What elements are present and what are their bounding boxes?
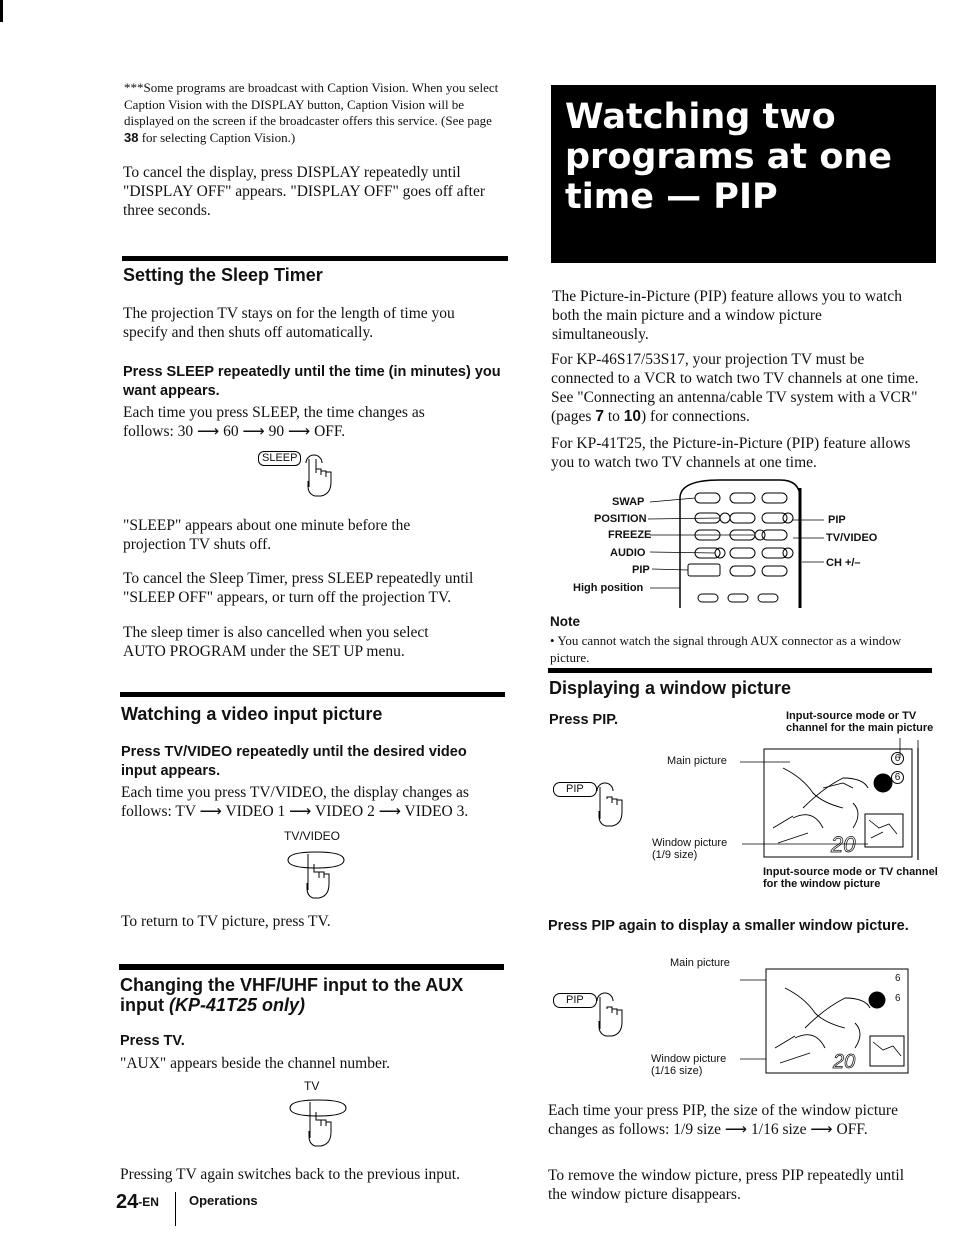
pip-button-label: PIP [553,993,597,1008]
tv-screen-drawing [765,968,910,1076]
pip-button-illustration-1 [553,777,643,837]
tvvideo-button-illustration [280,830,350,900]
section-rule [548,668,932,673]
pip-button-illustration-2 [553,987,643,1047]
channel-number-window: 6 [891,771,904,784]
input-main-label: Input-source mode or TV channel for the main picture [786,710,934,734]
aux-step-desc: "AUX" appears beside the channel number. [120,1055,391,1072]
aux-again: Pressing TV again switches back to the previous input. [120,1166,460,1183]
remote-illustration [570,478,900,610]
remove-text: To remove the window picture, press PIP repeatedly until the window picture disappears. [548,1167,905,1203]
tv-button-illustration [282,1080,352,1150]
channel-number-window-2: 6 [895,993,901,1004]
window-step2: Press PIP again to display a smaller window picture. [548,918,909,934]
window-picture-label-2: Window picture [651,1053,727,1065]
footer-section: Operations [189,1193,258,1208]
tvvideo-button-label: TV/VIDEO [284,829,341,843]
sleep-cancel: To cancel the Sleep Timer, press SLEEP repeatedly until "SLEEP OFF" appears, or turn off the projection TV. [123,570,474,606]
remote-drawing [570,478,900,610]
pip-button-label: PIP [553,782,597,797]
video-step: Press TV/VIDEO repeatedly until the desired video input appears. [121,744,467,779]
aux-heading: Changing the VHF/UHF input to the AUX input (KP-41T25 only) [120,975,464,1015]
window-picture-label-1: Window picture [652,837,728,849]
note-heading: Note [550,614,580,629]
note-text: • You cannot watch the signal through AUX connector as a window picture. [550,633,902,665]
svg-text:20: 20 [833,1051,856,1073]
sleep-button-label: SLEEP [258,451,301,466]
remote-label-swap: SWAP [612,496,645,508]
channel-number-main: 6 [891,752,904,765]
channel-number-main-2: 6 [895,973,901,984]
remote-label-tvvideo: TV/VIDEO [826,532,878,544]
tv-screen-1 [763,748,923,863]
main-picture-label-2: Main picture [670,957,730,969]
svg-text:20: 20 [831,832,856,857]
remote-label-high-position: High position [573,582,644,594]
window-heading: Displaying a window picture [549,678,792,698]
sleep-appears: "SLEEP" appears about one minute before the projection TV shuts off. [123,517,411,553]
page-title: Watching two programs at one time — PIP [551,85,936,263]
each-time-text: Each time your press PIP, the size of the window picture changes as follows: 1/9 size ⟶ 1/16 size ⟶ OFF. [548,1102,898,1138]
size-19-label: (1/9 size) [652,849,698,861]
sleep-button-illustration [258,449,338,504]
pressing-hand-icon [286,1096,346,1156]
remote-label-position: POSITION [594,513,647,525]
video-heading: Watching a video input picture [121,704,383,724]
size-116-label: (1/16 size) [651,1065,703,1077]
sleep-intro: The projection TV stays on for the length of time you specify and then shuts off automatically. [123,305,455,341]
cancel-display-text: To cancel the display, press DISPLAY repeatedly until "DISPLAY OFF" appears. "DISPLAY OFF" goes off after three seconds. [123,164,486,219]
caption-note: ***Some programs are broadcast with Caption Vision. When you select Caption Vision with the DISPLAY button, Caption Vision will be displayed on the screen if the broadcaster offers this service. (See page 38 for selecting Caption Vision.) [124,80,499,145]
margin-mark [0,0,3,22]
remote-label-audio: AUDIO [610,547,646,559]
section-rule [120,692,505,697]
remote-label-pip: PIP [632,564,650,576]
pressing-hand-icon [591,777,641,837]
remote-label-pip-right: PIP [828,514,846,526]
pressing-hand-icon [591,987,641,1047]
main-picture-label-1: Main picture [667,755,727,767]
kp41-text: For KP-41T25, the Picture-in-Picture (PIP) feature allows you to watch two TV channels at one time. [551,435,911,471]
tv-screen-2 [765,968,910,1076]
sleep-heading: Setting the Sleep Timer [123,265,323,285]
sleep-step-desc: Each time you press SLEEP, the time changes as follows: 30 ⟶ 60 ⟶ 90 ⟶ OFF. [123,404,425,440]
kp46-text: For KP-46S17/53S17, your projection TV must be connected to a VCR to watch two TV channels at one time. See "Connecting an antenna/cable TV system with a VCR" (pages 7 to 10) for connections. [551,351,919,425]
remote-label-ch: CH +/– [826,557,861,569]
input-window-label: Input-source mode or TV channel for the window picture [763,866,938,890]
sleep-also: The sleep timer is also cancelled when you select AUTO PROGRAM under the SET UP menu. [123,624,429,660]
pressing-hand-icon [300,449,350,504]
section-rule [122,256,508,261]
window-step1: Press PIP. [549,712,619,728]
aux-step: Press TV. [120,1033,185,1049]
tv-screen-drawing [763,748,923,863]
video-step-desc: Each time you press TV/VIDEO, the display changes as follows: TV ⟶ VIDEO 1 ⟶ VIDEO 2 ⟶ VIDEO 3. [121,784,469,820]
tv-button-label: TV [304,1079,320,1093]
sleep-step: Press SLEEP repeatedly until the time (in minutes) you want appears. [123,364,501,399]
pip-intro: The Picture-in-Picture (PIP) feature allows you to watch both the main picture and a window picture simultaneously. [552,288,902,343]
page-number: $24^{-EN}$ [116,1191,159,1213]
video-return: To return to TV picture, press TV. [121,913,331,930]
remote-label-freeze: FREEZE [608,529,652,541]
pressing-hand-icon [284,846,344,906]
footer-divider [175,1192,176,1226]
section-rule [119,964,504,970]
